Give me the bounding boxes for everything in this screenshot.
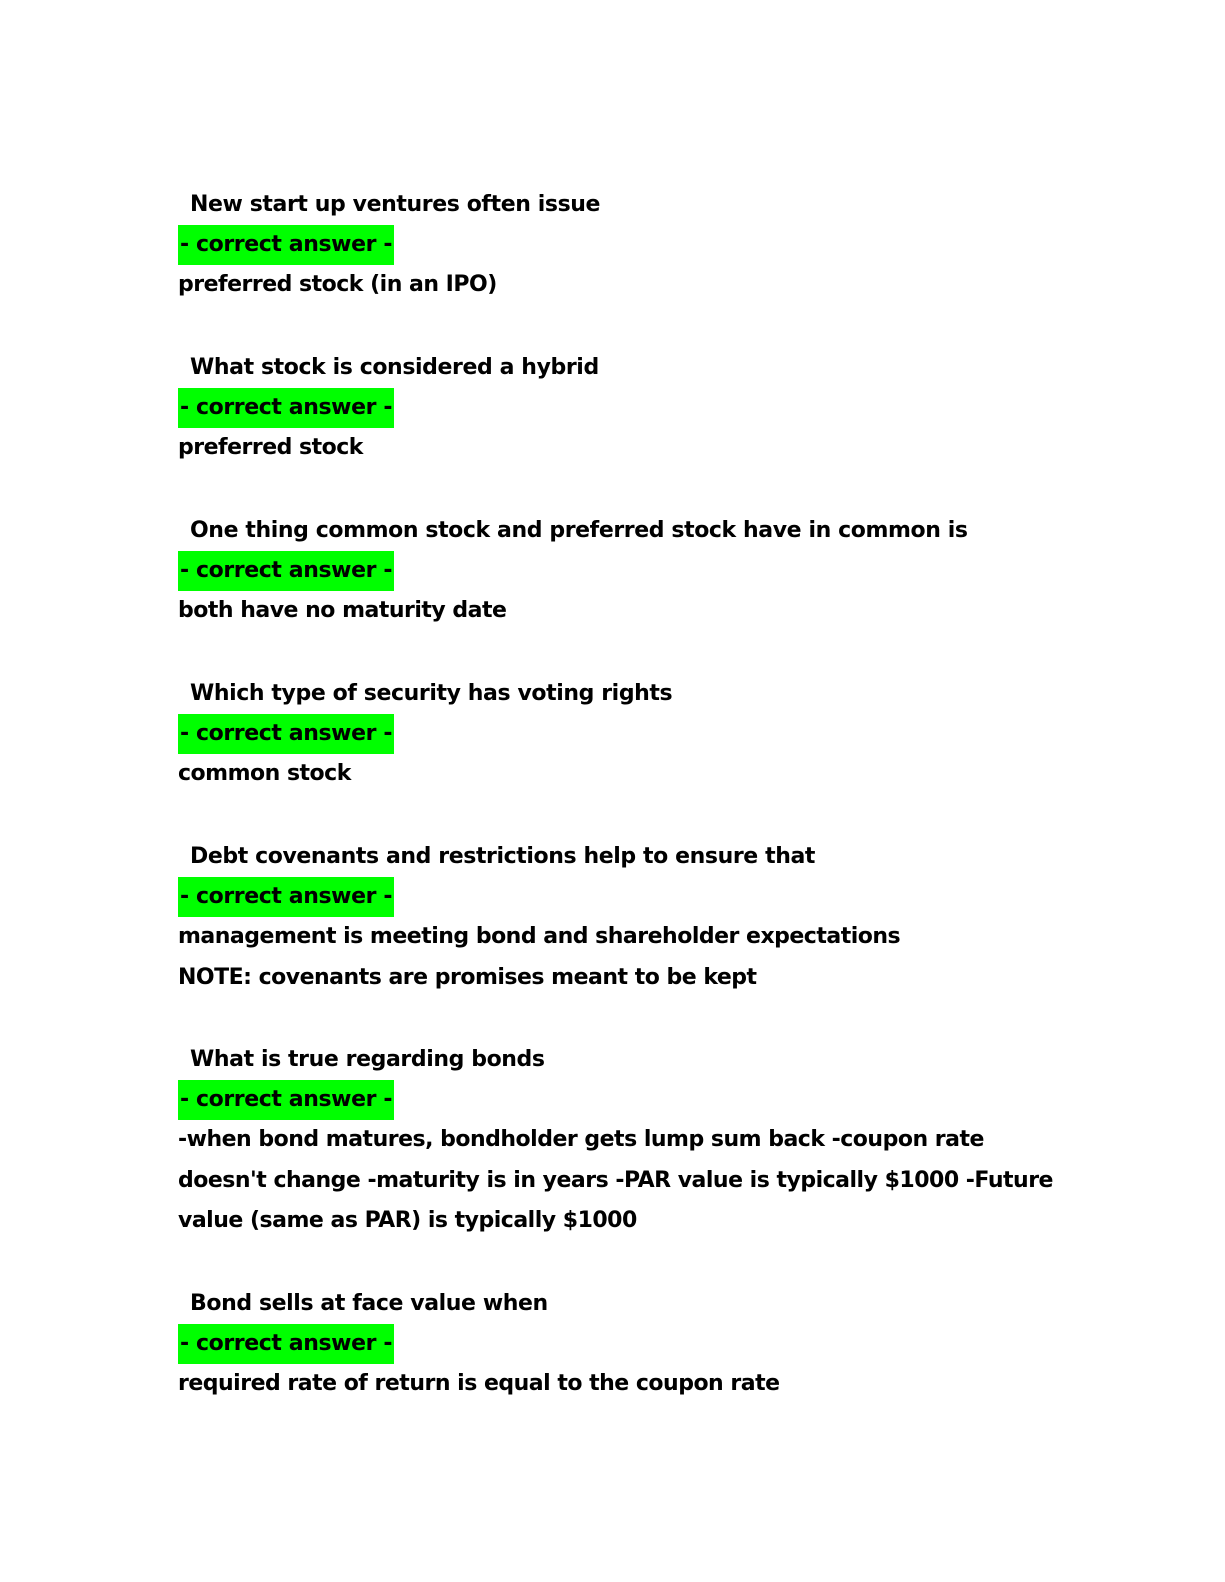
answer-text: both have no maturity date bbox=[178, 598, 507, 623]
qa-item-4 bbox=[178, 673, 1058, 795]
answer-text: required rate of return is equal to the coupon rate bbox=[178, 1371, 780, 1396]
question-text: Bond sells at face value when bbox=[190, 1291, 548, 1316]
question-text: What is true regarding bonds bbox=[190, 1047, 545, 1072]
correct-answer-label: - correct answer - bbox=[178, 225, 394, 265]
answer-text: preferred stock bbox=[178, 435, 363, 460]
correct-answer-label: - correct answer - bbox=[178, 1080, 394, 1120]
answer-text: -when bond matures, bondholder gets lump sum back -coupon rate doesn't change -maturity is in years -PAR value is typically $1000 -Future value (same as PAR) is typically $1000 bbox=[178, 1127, 1053, 1234]
question-text: Which type of security has voting rights bbox=[190, 681, 673, 706]
question-text: Debt covenants and restrictions help to ensure that bbox=[190, 844, 816, 869]
correct-answer-label: - correct answer - bbox=[178, 714, 394, 754]
qa-item-7 bbox=[178, 1283, 1058, 1405]
qa-item-6 bbox=[178, 1039, 1058, 1242]
qa-item-5 bbox=[178, 836, 1058, 998]
correct-answer-label: - correct answer - bbox=[178, 551, 394, 591]
answer-text: preferred stock (in an IPO) bbox=[178, 272, 497, 297]
question-text: New start up ventures often issue bbox=[190, 192, 601, 217]
correct-answer-label: - correct answer - bbox=[178, 388, 394, 428]
correct-answer-label: - correct answer - bbox=[178, 877, 394, 917]
correct-answer-label: - correct answer - bbox=[178, 1324, 394, 1364]
qa-item-1 bbox=[178, 184, 1058, 306]
answer-text: common stock bbox=[178, 761, 351, 786]
question-text: One thing common stock and preferred stock have in common is bbox=[190, 518, 968, 543]
answer-text: management is meeting bond and shareholder expectations NOTE: covenants are promises meant to be kept bbox=[178, 924, 901, 990]
qa-item-3 bbox=[178, 510, 1058, 632]
question-text: What stock is considered a hybrid bbox=[190, 355, 599, 380]
qa-item-2 bbox=[178, 347, 1058, 469]
